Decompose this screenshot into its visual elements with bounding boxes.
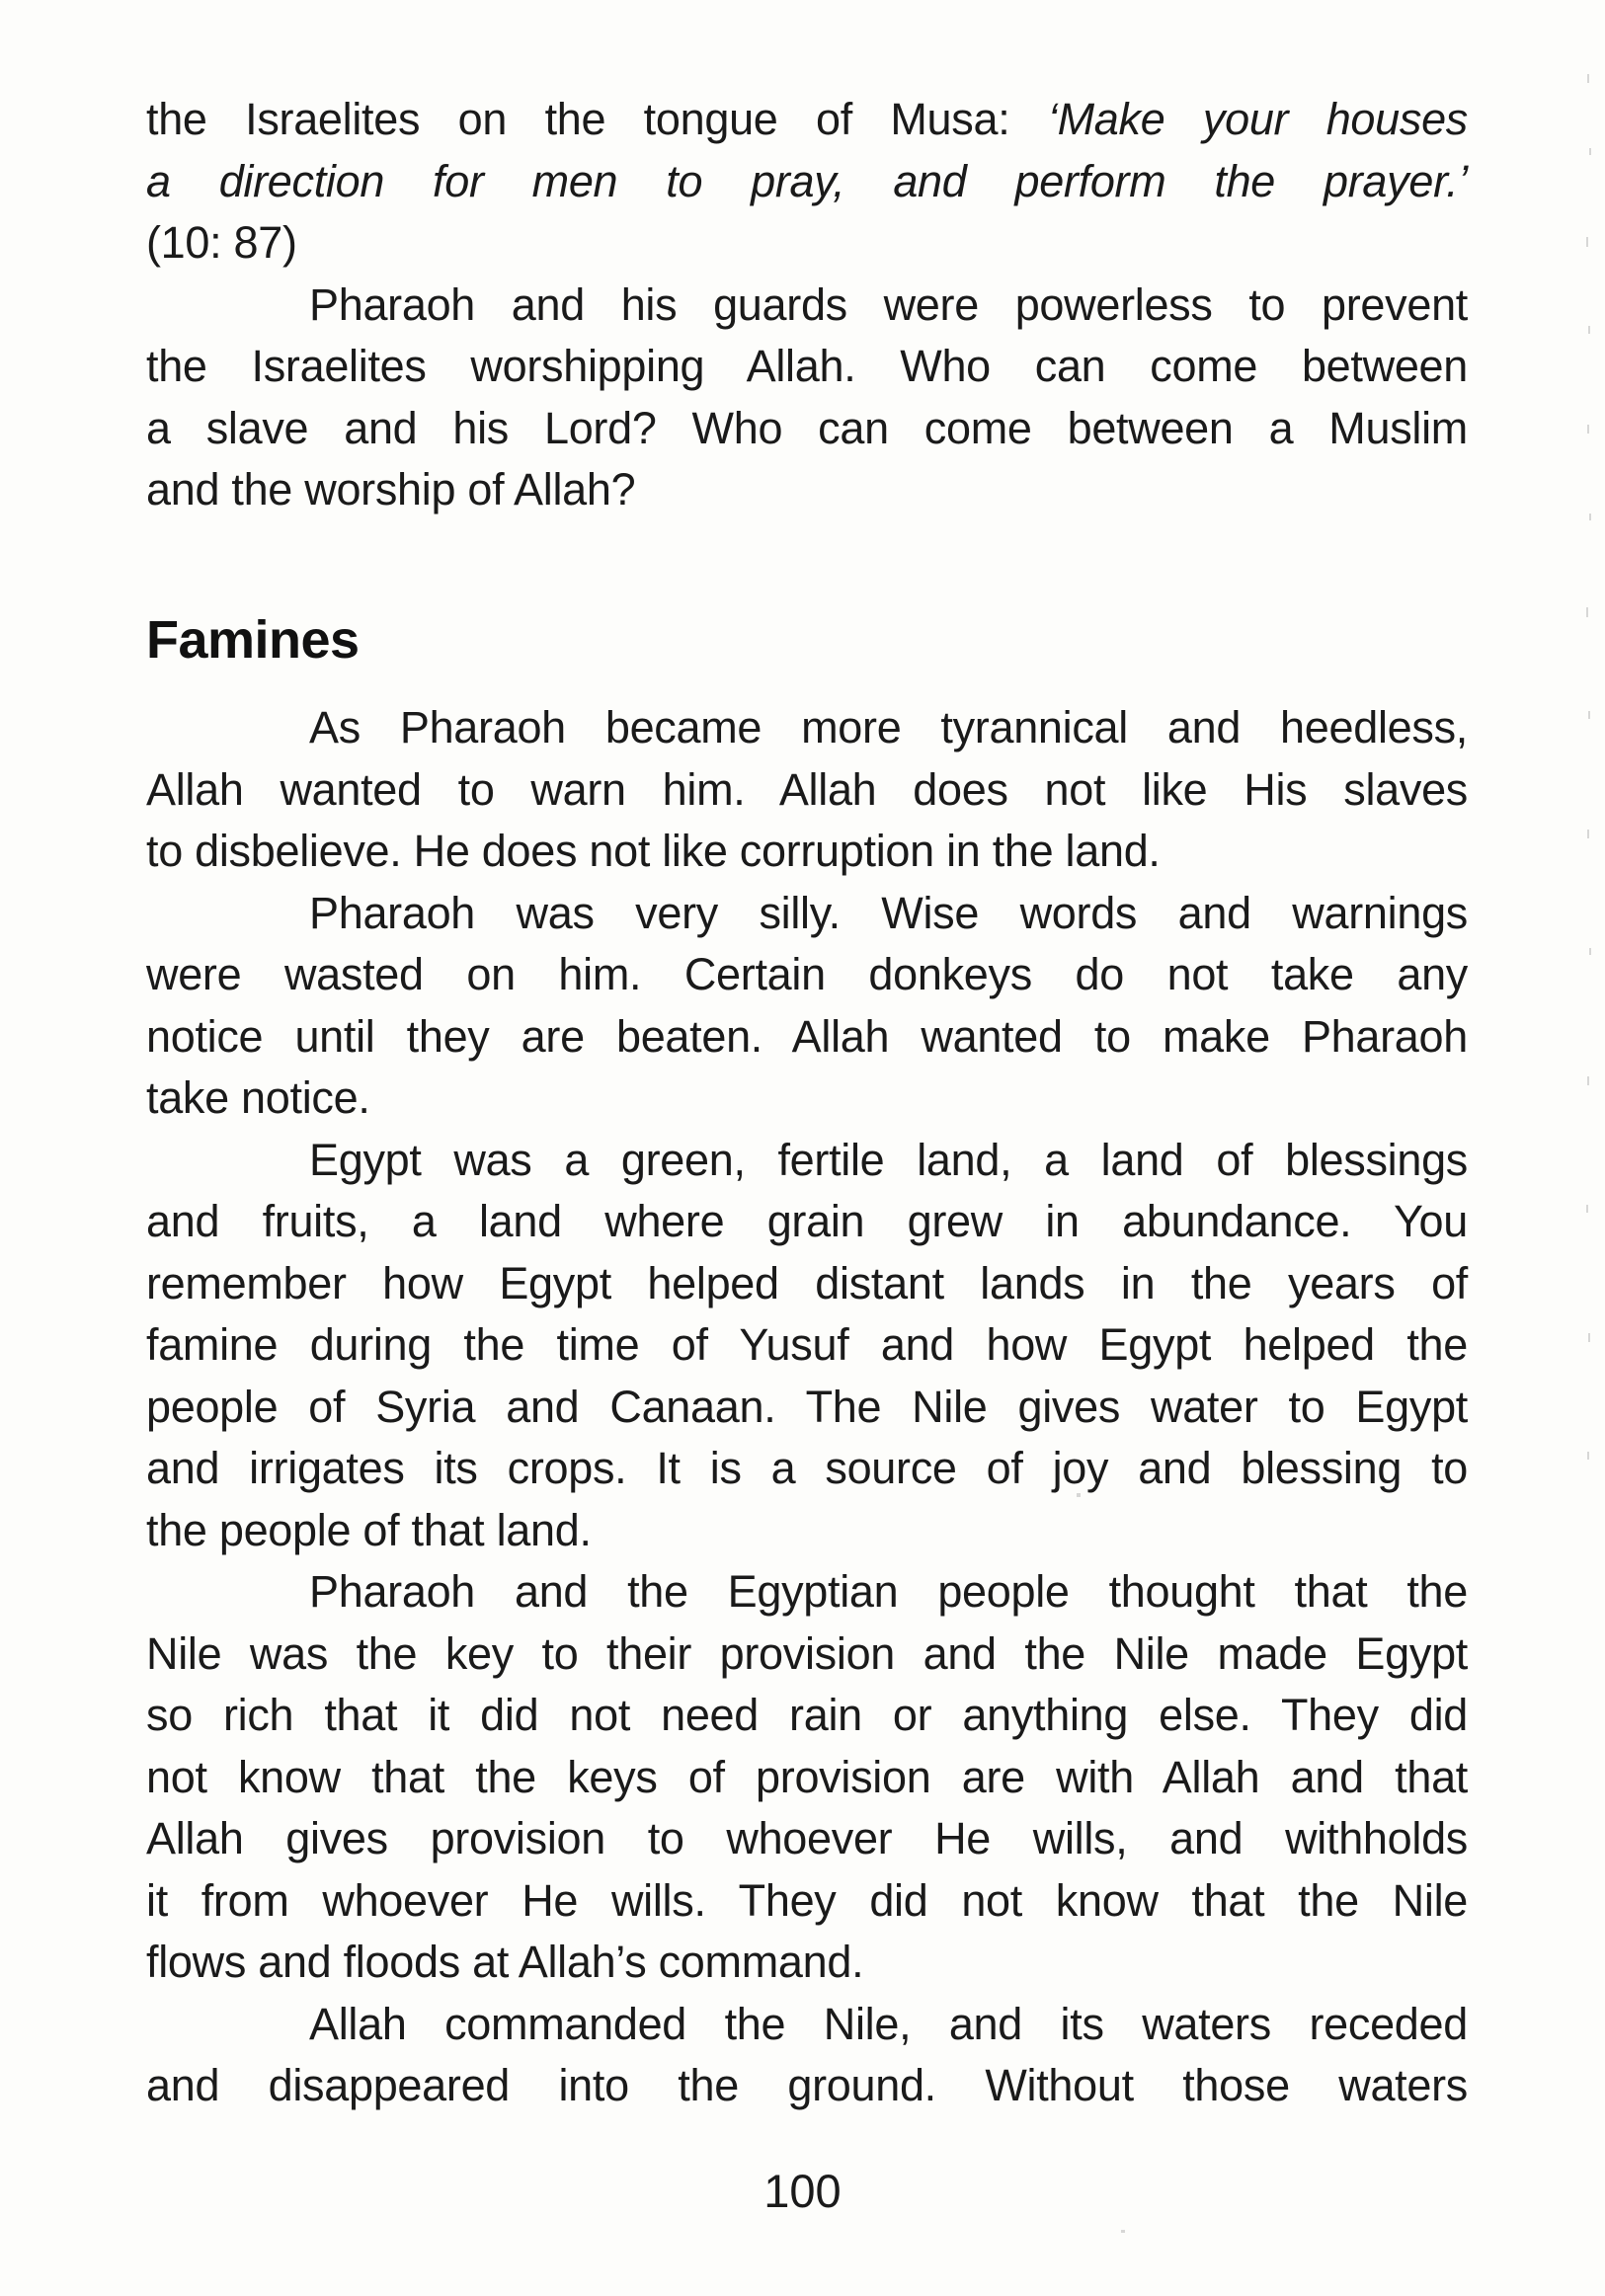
scan-artifact [1589, 948, 1591, 955]
text-line: Pharaoh and his guards were powerless to prevent [309, 278, 1468, 330]
text-line: Nile was the key to their provision and the Nile made Egypt [146, 1627, 1468, 1679]
quote-reference: (10: 87) [146, 217, 297, 268]
scan-artifact [1589, 148, 1591, 155]
text-line: famine during the time of Yusuf and how Egypt helped the [146, 1319, 1468, 1370]
text-line: As Pharaoh became more tyrannical and heedless, [309, 702, 1468, 752]
scan-artifact [1587, 74, 1589, 83]
text-line: not know that the keys of provision are with Allah and that [146, 1751, 1468, 1802]
scan-artifact [1589, 514, 1591, 520]
quote-italic-text: ‘Make your houses [1047, 94, 1468, 144]
quote-lead-text: the Israelites on the tongue of Musa: [146, 94, 1048, 144]
scan-artifact [1587, 1076, 1589, 1085]
scan-artifact [1587, 830, 1589, 838]
text-line [146, 89, 1468, 151]
text-line: Pharaoh was very silly. Wise words and warnings [309, 887, 1468, 938]
scan-artifact [1588, 711, 1590, 719]
scan-artifact [1588, 1333, 1590, 1342]
text-line: remember how Egypt helped distant lands in the years of [146, 1257, 1468, 1308]
text-line: it from whoever He wills. They did not know that the Nile [146, 1874, 1468, 1926]
scan-artifact [1077, 1493, 1081, 1497]
text-line: take notice. [146, 1072, 370, 1123]
scan-artifact [1586, 237, 1588, 247]
text-line: people of Syria and Canaan. The Nile gives water to Egypt [146, 1381, 1468, 1432]
text-line: the Israelites worshipping Allah. Who can come between [146, 341, 1468, 391]
text-line: and the worship of Allah? [146, 464, 636, 515]
scan-artifact [1586, 607, 1588, 617]
text-line: the people of that land. [146, 1504, 592, 1555]
text-line: a direction for men to pray, and perform the prayer.’ [146, 155, 1468, 206]
text-line: Allah wanted to warn him. Allah does not like His slaves [146, 763, 1468, 815]
text-line: Pharaoh and the Egyptian people thought that the [309, 1566, 1468, 1617]
text-line: flows and floods at Allah’s command. [146, 1937, 864, 1987]
text-line: and irrigates its crops. It is a source of joy and blessing to [146, 1443, 1468, 1493]
scan-artifact [1587, 425, 1589, 434]
text-line: Allah commanded the Nile, and its waters receded [309, 1998, 1468, 2049]
text-line: so rich that it did not need rain or anything else. They did [146, 1690, 1468, 1740]
text-line: to disbelieve. He does not like corruption in the land. [146, 826, 1161, 876]
text-line: Allah gives provision to whoever He wills, and withholds [146, 1813, 1468, 1863]
scan-artifact [1588, 326, 1590, 334]
text-line: Egypt was a green, fertile land, a land of blessings [309, 1134, 1468, 1185]
text-line: a slave and his Lord? Who can come between a Muslim [146, 402, 1468, 453]
scan-artifact [1587, 1452, 1589, 1460]
text-line: were wasted on him. Certain donkeys do not take any [146, 949, 1468, 999]
text-line: notice until they are beaten. Allah wanted to make Pharaoh [146, 1010, 1468, 1062]
text-block [146, 89, 1468, 2117]
text-line: and disappeared into the ground. Without those waters [146, 2060, 1468, 2110]
section-heading-famines: Famines [146, 609, 360, 670]
scan-artifact [1121, 2230, 1125, 2233]
page-number: 100 [763, 2165, 842, 2217]
scan-artifact [1586, 1205, 1588, 1213]
text-line: and fruits, a land where grain grew in abundance. You [146, 1196, 1468, 1246]
